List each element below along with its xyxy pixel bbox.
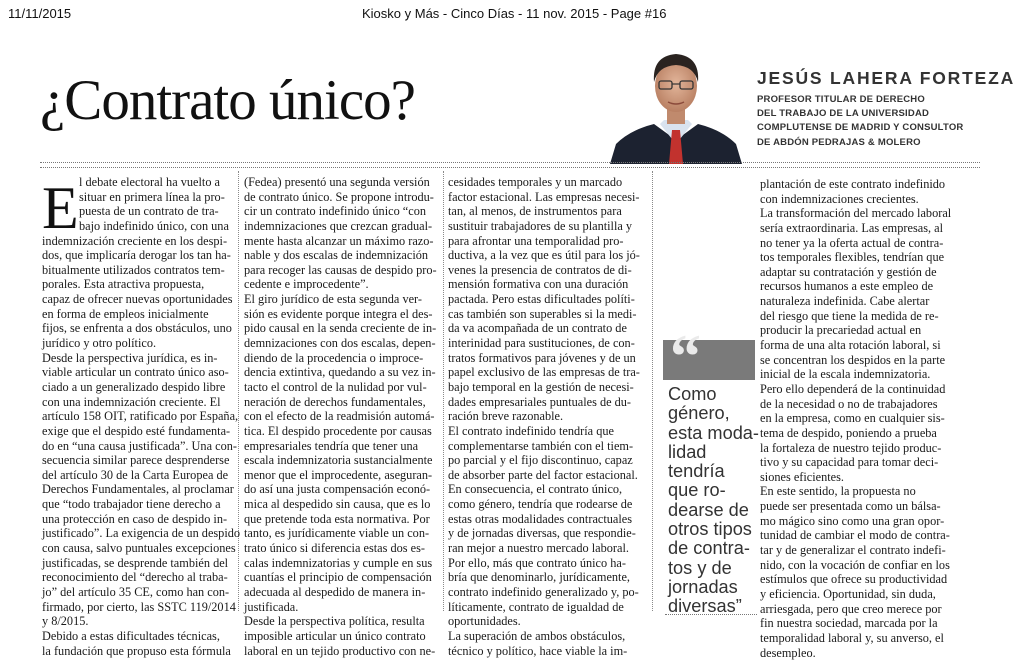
article-text-line: mensión formativa con una duración <box>448 277 640 292</box>
article-text-line: tunidad de cambiar el modo de contra- <box>760 528 951 543</box>
article-text-line: de absorber parte del factor estacional. <box>448 468 640 483</box>
article-text-line: la fundación que propuso esta fórmula <box>42 644 240 659</box>
article-text-line: da va acompañada de un contrato de <box>448 321 640 336</box>
article-text-line: Por ello, más que contrato único ha- <box>448 556 640 571</box>
article-text-line: El giro jurídico de esta segunda ver- <box>244 292 437 307</box>
article-text-line: que pretende toda esta normativa. Por <box>244 512 437 527</box>
article-text-line: capaz de ofrecer nuevas oportunidades <box>42 292 240 307</box>
article-text-line: no tener ya la oferta actual de contra- <box>760 236 951 251</box>
article-text-line: de contrato único. Se propone introdu- <box>244 190 437 205</box>
pullquote-line: de contra- <box>668 539 764 558</box>
article-text-line: tica. El despido procedente por causas <box>244 424 437 439</box>
article-text-line: empresariales tendría que tener una <box>244 439 437 454</box>
article-text-line: do así una justa compensación econó- <box>244 482 437 497</box>
article-text-line: oportunidades. <box>448 614 640 629</box>
article-text-line: tos temporales flexibles, tendrían que <box>760 250 951 265</box>
article-text-line: sión es evidente porque integra el des- <box>244 307 437 322</box>
article-text-line: indemnizaciones que crezcan gradual- <box>244 219 437 234</box>
article-text-line: técnico y político, hace viable la im- <box>448 644 640 659</box>
article-text-line: y 8/2015. <box>42 614 240 629</box>
article-text-line: ductiva, a la vez que es útil para los jó- <box>448 248 640 263</box>
article-text-line: tan, al menos, de instrumentos para <box>448 204 640 219</box>
article-text-line: del artículo 30 de la Carta Europea de <box>42 468 240 483</box>
article-text-line: con el efecto de la readmisión automá- <box>244 409 437 424</box>
article-text-line: La transformación del mercado laboral <box>760 206 951 221</box>
column-divider <box>652 171 653 611</box>
author-role-line: COMPLUTENSE DE MADRID Y CONSULTOR <box>757 121 967 135</box>
article-text-line: arriesgada, pero que creo merece por <box>760 602 951 617</box>
pullquote-line: género, <box>668 404 764 423</box>
article-text-line: mente hasta alcanzar un máximo razo- <box>244 234 437 249</box>
article-text-line: factor estacional. Las empresas necesi- <box>448 190 640 205</box>
article-text-line: jo” del artículo 35 CE, como han con- <box>42 585 240 600</box>
article-text-line: La superación de ambos obstáculos, <box>448 629 640 644</box>
article-text-line: viable articular un contrato único aso- <box>42 365 240 380</box>
author-role-line: DE ABDÓN PEDRAJAS & MOLERO <box>757 136 967 150</box>
article-text-line: escala indemnizatoria sustancialmente <box>244 453 437 468</box>
article-text-line: adaptar su contratación y gestión de <box>760 265 951 280</box>
article-text-line: justificado”. La exigencia de un despido <box>42 526 240 541</box>
article-text-line: con causa, salvo puntuales excepciones <box>42 541 240 556</box>
article-text-line: cesidades temporales y un marcado <box>448 175 640 190</box>
article-text-line: ración breve razonable. <box>448 409 640 424</box>
article-text-line: Desde la perspectiva política, resulta <box>244 614 437 629</box>
article-text-line: indemnización creciente en los despi- <box>42 234 240 249</box>
article-text-line: plantación de este contrato indefinido <box>760 177 951 192</box>
article-text-line: pactada. Pero estas dificultades políti- <box>448 292 640 307</box>
pullquote-mark-icon: “ <box>670 326 695 388</box>
article-text-line: demnizaciones con dos escalas, depen- <box>244 336 437 351</box>
author-name: JESÚS LAHERA FORTEZA <box>757 68 1015 89</box>
article-headline: ¿Contrato único? <box>40 72 415 129</box>
article-text-line: en forma de empleos inicialmente <box>42 307 240 322</box>
article-text-line: Debido a estas dificultades técnicas, <box>42 629 240 644</box>
article-text-line: desempleo. <box>760 646 951 660</box>
article-text-line: nable y dos escalas de indemnización <box>244 248 437 263</box>
pullquote-line: tendría <box>668 462 764 481</box>
column-divider <box>443 171 444 611</box>
pullquote-divider <box>665 614 757 615</box>
article-text-line: ran mejor a nuestro mercado laboral. <box>448 541 640 556</box>
article-text-line: naturaleza indefinida. Cabe alertar <box>760 294 951 309</box>
article-text-line: fin nuestra sociedad, marcada por la <box>760 616 951 631</box>
pullquote-line: que ro- <box>668 481 764 500</box>
article-text-line: recursos humanos a este empleo de <box>760 279 951 294</box>
article-text-line: cas también son superables si la medi- <box>448 307 640 322</box>
article-column-4 <box>760 177 951 660</box>
article-text-line: calas indemnizatorias y cumple en sus <box>244 556 437 571</box>
article-text-line: bajo indefinido único, con una <box>42 219 240 234</box>
article-text-line: la fortaleza de nuestro tejido produc- <box>760 441 951 456</box>
article-text-line: sería extraordinaria. Las empresas, al <box>760 221 951 236</box>
article-text-line: El contrato indefinido tendría que <box>448 424 640 439</box>
article-text-line: para afrontar una temporalidad pro- <box>448 234 640 249</box>
article-text-line: exige que el despido esté fundamenta- <box>42 424 240 439</box>
article-text-line: pido causal en la senda creciente de in- <box>244 321 437 336</box>
article-text-line: puede ser presentada como un bálsa- <box>760 499 951 514</box>
article-text-line: fijos, se enfrenta a dos obstáculos, uno <box>42 321 240 336</box>
article-text-line: tivo y su capacidad para tomar deci- <box>760 455 951 470</box>
article-column-3 <box>448 175 640 658</box>
article-text-line: contrato indefinido generalizado y, po- <box>448 585 640 600</box>
article-text-line: de la necesidad o no de trabajadores <box>760 397 951 412</box>
article-text-line: del riesgo que tiene la medida de re- <box>760 309 951 324</box>
article-text-line: imposible articular un único contrato <box>244 629 437 644</box>
article-text-line: cir un contrato indefinido único “con <box>244 204 437 219</box>
article-text-line: laboral en un tejido productivo con ne- <box>244 644 437 659</box>
article-column-2 <box>244 175 437 658</box>
article-text-line: y eficiencia. Oportunidad, sin duda, <box>760 587 951 602</box>
article-text-line: estas otras modalidades contractuales <box>448 512 640 527</box>
article-text-line: inicial de la escala indemnizatoria. <box>760 367 951 382</box>
pullquote-line: jornadas <box>668 578 764 597</box>
pullquote-line: Como <box>668 385 764 404</box>
article-text-line: temporalidad laboral y, su anverso, el <box>760 631 951 646</box>
article-text-line: producir la precariedad actual en <box>760 323 951 338</box>
article-text-line: jurídico y otro político. <box>42 336 240 351</box>
article-text-line: tema de despido, poniendo a prueba <box>760 426 951 441</box>
pullquote-line: dearse de <box>668 501 764 520</box>
pullquote-line: lidad <box>668 443 764 462</box>
article-text-line: secuencia similar parece desprenderse <box>42 453 240 468</box>
article-text-line: artículo 158 OIT, ratificado por España, <box>42 409 240 424</box>
article-text-line: neración de derechos fundamentales, <box>244 395 437 410</box>
article-text-line: ciado a un generalizado despido libre <box>42 380 240 395</box>
pullquote-line: esta moda- <box>668 424 764 443</box>
article-text-line: una protección en caso de despido in- <box>42 512 240 527</box>
article-text-line: justificada. <box>244 600 437 615</box>
article-text-line: trato único si diferencia estas dos es- <box>244 541 437 556</box>
article-text-line: (Fedea) presentó una segunda versión <box>244 175 437 190</box>
pullquote-line: tos y de <box>668 559 764 578</box>
article-text-line: estímulos que ofrece su productividad <box>760 572 951 587</box>
author-role <box>757 93 967 150</box>
author-photo <box>610 40 742 164</box>
article-text-line: bajo temporal en la gestión de necesi- <box>448 380 640 395</box>
article-text-line: venes la presencia de contratos de di- <box>448 263 640 278</box>
article-text-line: po parcial y el fijo discontinuo, capaz <box>448 453 640 468</box>
article-text-line: para recoger las causas de despido pro- <box>244 263 437 278</box>
header-date: 11/11/2015 <box>8 6 71 21</box>
headline-divider <box>40 162 980 168</box>
article-text-line: papel exclusivo de las empresas de tra- <box>448 365 640 380</box>
article-text-line: l debate electoral ha vuelto a <box>42 175 240 190</box>
article-text-line: que “todo trabajador tiene derecho a <box>42 497 240 512</box>
article-text-line: tratos formativos para jóvenes y de un <box>448 351 640 366</box>
article-text-line: justificadas, se desprende también del <box>42 556 240 571</box>
article-text-line: do en “una causa justificada”. Una con- <box>42 439 240 454</box>
article-text-line: complementarse también con el tiem- <box>448 439 640 454</box>
author-role-line: DEL TRABAJO DE LA UNIVERSIDAD <box>757 107 967 121</box>
article-text-line: tar y de generalizar el contrato indefi- <box>760 543 951 558</box>
article-text-line: porales. Esta atractiva propuesta, <box>42 277 240 292</box>
article-text-line: cuantías el principio de compensación <box>244 570 437 585</box>
article-text-line: tanto, es jurídicamente viable un con- <box>244 526 437 541</box>
header-source: Kiosko y Más - Cinco Días - 11 nov. 2015 - Page #16 <box>362 6 666 21</box>
author-role-line: PROFESOR TITULAR DE DERECHO <box>757 93 967 107</box>
drop-cap: E <box>42 178 79 238</box>
article-text-line: mica al despedido sin causa, que es lo <box>244 497 437 512</box>
article-text-line: líticamente, contrato de igualdad de <box>448 600 640 615</box>
article-text-line: bría que denominarlo, jurídicamente, <box>448 570 640 585</box>
article-text-line: dos, que implicaría derogar los tan ha- <box>42 248 240 263</box>
article-text-line: firmado, por cierto, las SSTC 119/2014 <box>42 600 240 615</box>
article-text-line: bitualmente utilizados contratos tem- <box>42 263 240 278</box>
article-text-line: Pero ello dependerá de la continuidad <box>760 382 951 397</box>
article-text-line: forma de una alta rotación laboral, si <box>760 338 951 353</box>
article-text-line: cedente e improcedente”. <box>244 277 437 292</box>
article-column-1 <box>42 175 240 658</box>
article-text-line: dades empresariales puntuales de du- <box>448 395 640 410</box>
article-text-line: adecuada al despedido de manera in- <box>244 585 437 600</box>
article-text-line: nido, con la vocación de confiar en los <box>760 558 951 573</box>
article-text-line: mo mágico sino como una gran opor- <box>760 514 951 529</box>
pullquote-line: diversas” <box>668 597 764 616</box>
article-text-line: Derechos Fundamentales, al proclamar <box>42 482 240 497</box>
article-text-line: tacto el control de la nulidad por vul- <box>244 380 437 395</box>
article-text-line: En consecuencia, el contrato único, <box>448 482 640 497</box>
article-text-line: como género, tendría que rodearse de <box>448 497 640 512</box>
article-text-line: dencia extintiva, quedando a su vez in- <box>244 365 437 380</box>
article-text-line: puesta de un contrato de tra- <box>42 204 240 219</box>
article-text-line: y de jornadas diversas, que respondie- <box>448 526 640 541</box>
article-text-line: se concentran los despidos en la parte <box>760 353 951 368</box>
article-text-line: con una indemnización creciente. El <box>42 395 240 410</box>
article-text-line: sustituir trabajadores de su plantilla y <box>448 219 640 234</box>
article-text-line: En este sentido, la propuesta no <box>760 484 951 499</box>
article-text-line: con indemnizaciones crecientes. <box>760 192 951 207</box>
article-text-line: menor que el improcedente, aseguran- <box>244 468 437 483</box>
article-text-line: reconocimiento del “derecho al traba- <box>42 570 240 585</box>
pullquote <box>668 385 764 617</box>
article-text-line: Desde la perspectiva jurídica, es in- <box>42 351 240 366</box>
pullquote-line: otros tipos <box>668 520 764 539</box>
article-text-line: diendo de la procedencia o improce- <box>244 351 437 366</box>
article-text-line: situar en primera línea la pro- <box>42 190 240 205</box>
article-text-line: siones eficientes. <box>760 470 951 485</box>
article-text-line: interinidad para sustituciones, de con- <box>448 336 640 351</box>
article-text-line: en la empresa, como en cualquier sis- <box>760 411 951 426</box>
